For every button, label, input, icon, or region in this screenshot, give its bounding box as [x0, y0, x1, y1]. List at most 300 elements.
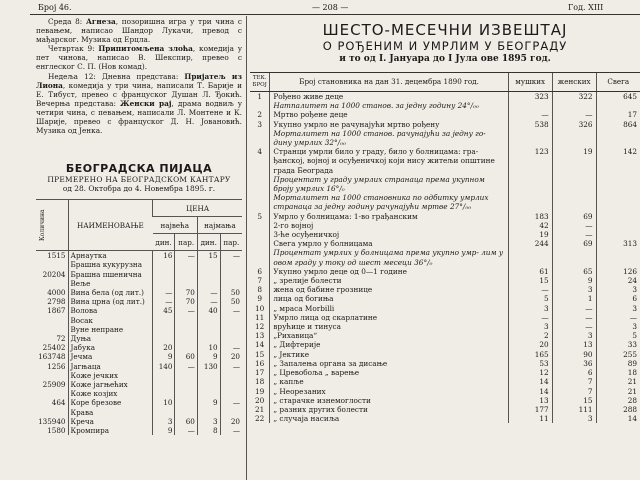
min-par: 50: [220, 297, 242, 306]
market-item-name: Коже козјих: [68, 389, 153, 398]
row-description: „ зрелије болести: [270, 276, 508, 285]
female-count: —: [552, 230, 596, 239]
table-row: [36, 260, 242, 269]
table-row: [250, 294, 640, 303]
female-count: 3: [552, 414, 596, 423]
min-din: [197, 334, 220, 343]
max-par: —: [175, 362, 197, 371]
table-row: [250, 396, 640, 405]
market-item-name: Коже јагњећих: [68, 380, 153, 389]
total-count: [596, 212, 640, 221]
max-par: 60: [175, 417, 197, 426]
row-description: „ Дифтерије: [270, 340, 508, 349]
male-count: 244: [508, 239, 552, 248]
female-count: 111: [552, 405, 596, 414]
row-description: Умрло у болницама: 1-во грађанским: [270, 212, 508, 221]
total-count: 255: [596, 350, 640, 359]
min-din: [197, 389, 220, 398]
total-count: 142: [596, 147, 640, 175]
male-count: 3: [508, 322, 552, 331]
total-count: 33: [596, 340, 640, 349]
max-din: 20: [153, 343, 175, 352]
column-rule: [246, 16, 247, 480]
total-count: 21: [596, 377, 640, 386]
max-din: [153, 334, 175, 343]
table-row: [250, 230, 640, 239]
male-count: 11: [508, 414, 552, 423]
male-count: 538: [508, 120, 552, 129]
female-count: 3: [552, 285, 596, 294]
market-period: од 28. Октобра до 4. Новембра 1895. г.: [62, 184, 216, 194]
min-par: [220, 408, 242, 417]
min-din: 15: [197, 251, 220, 261]
min-din: 130: [197, 362, 220, 371]
min-par: 20: [220, 417, 242, 426]
table-row: [36, 408, 242, 417]
female-count: [552, 129, 596, 147]
female-count: —: [552, 304, 596, 313]
male-count: 183: [508, 212, 552, 221]
row-number: 13: [255, 331, 265, 341]
table-row: [36, 270, 242, 279]
row-description: „ Цревобоља „ варење: [270, 368, 508, 377]
max-par: [175, 325, 197, 334]
male-count: 165: [508, 350, 552, 359]
row-description: врућице и тинуса: [270, 322, 508, 331]
table-row: [250, 322, 640, 331]
min-din: [197, 380, 220, 389]
row-number: [250, 221, 270, 230]
market-item-name: Волова: [68, 306, 153, 315]
row-number: [250, 230, 270, 239]
male-count: [508, 175, 552, 193]
max-din: 16: [153, 251, 175, 261]
max-par: [175, 260, 197, 269]
row-number: [250, 175, 270, 193]
market-subtitle: ПРЕМЕРЕНО НА БЕОГРАДСКОМ КАНТАРУ: [47, 175, 231, 185]
min-par: [220, 389, 242, 398]
market-qty: 2798: [47, 297, 66, 307]
report-table: [250, 72, 640, 423]
row-number: 22: [255, 414, 265, 424]
row-description: „ разних других болести: [270, 405, 508, 414]
table-row: [250, 304, 640, 313]
female-count: 9: [552, 276, 596, 285]
market-qty: 72: [56, 334, 66, 344]
female-count: —: [552, 221, 596, 230]
market-table: [36, 199, 242, 435]
total-count: 313: [596, 239, 640, 248]
male-count: —: [508, 313, 552, 322]
min-din: 3: [197, 417, 220, 426]
max-din: 9: [153, 426, 175, 435]
table-row: [36, 325, 242, 334]
table-row: [250, 221, 640, 230]
male-count: —: [508, 110, 552, 119]
min-par: [220, 270, 242, 279]
total-count: 14: [596, 414, 640, 423]
max-din: [153, 371, 175, 380]
total-count: 3: [596, 285, 640, 294]
table-row: [36, 343, 242, 352]
total-count: [596, 129, 640, 147]
entry-text: , комедија у пет чинова, написао В. Шекспир, превео с енглеског С. П. (Нов комад).: [36, 44, 242, 72]
market-qty: 1515: [47, 251, 66, 261]
entry-text: , комедија у три чина, написали Т. Барије и Е. Тибуст, превео с француског Душан Л. Ђокић. Вечерња представа:: [36, 80, 242, 108]
female-count: 3: [552, 331, 596, 340]
market-qty: 163748: [38, 352, 66, 362]
male-count: —: [508, 285, 552, 294]
female-count: 13: [552, 340, 596, 349]
row-description: 3-ће осуђеничкој: [270, 230, 508, 239]
min-din: [197, 408, 220, 417]
report-period: и то од I. Јануара до I Јула ове 1895 год.: [339, 54, 551, 64]
row-number: 7: [257, 276, 262, 286]
table-row: [250, 368, 640, 377]
max-par: [175, 389, 197, 398]
min-header: најмања: [197, 217, 242, 234]
table-row: [250, 129, 640, 147]
male-count: 19: [508, 230, 552, 239]
min-din: 40: [197, 306, 220, 315]
row-number: [250, 129, 270, 147]
table-row: [250, 101, 640, 110]
entry-title: Женски рај: [120, 98, 172, 108]
entry-day: Недеља 12: Дневна представа:: [48, 71, 185, 81]
female-count: 69: [552, 212, 596, 221]
row-number: 9: [257, 294, 262, 304]
max-par: —: [175, 426, 197, 435]
market-qty: 464: [51, 398, 66, 408]
market-item-name: Брашна кукурузна: [68, 260, 153, 269]
market-title: БЕОГРАДСКА ПИЈАЦА: [65, 162, 213, 176]
min-par: —: [220, 426, 242, 435]
market-item-name: Дуња: [68, 334, 153, 343]
entry-text: , позоришна игра у три чина с певањем, написао Шандор Лукачи, превод с мађарског. Музика од Ерцла.: [36, 17, 243, 45]
row-description: Процентат умрлих у болницама према укупно умр- лим у овом граду у току од шест месеци 36°/₀: [270, 248, 508, 266]
male-count: 323: [508, 92, 552, 101]
total-count: [596, 221, 640, 230]
table-row: [36, 398, 242, 407]
row-description: „ Јектике: [270, 350, 508, 359]
table-row: [250, 331, 640, 340]
table-row: [36, 251, 242, 261]
total-count: [596, 101, 640, 110]
total-count: [596, 175, 640, 193]
row-number: 15: [255, 349, 265, 359]
report-subtitle: О РОЂЕНИМ И УМРЛИМ У БЕОГРАДУ: [322, 39, 568, 53]
min-din: [197, 279, 220, 288]
max-din: 45: [153, 306, 175, 315]
total-count: —: [596, 313, 640, 322]
min-par: —: [220, 398, 242, 407]
table-row: [250, 267, 640, 276]
min-par: [220, 334, 242, 343]
row-number: [250, 101, 270, 110]
min-par: [220, 371, 242, 380]
row-description: жена од бабине грознице: [270, 285, 508, 294]
female-count: 69: [552, 239, 596, 248]
row-number: 8: [257, 285, 262, 295]
male-count: 3: [508, 304, 552, 313]
min-par: —: [220, 251, 242, 261]
row-description: Странци умрли било у граду, било у болницама: гра- ђанској, војној и осуђеничкој који нису житељи општине града Београда: [270, 147, 508, 175]
entry-text: , драма водвиљ у четири чина, с певањем, написали Л. Монтене и К. Шарије, превео с француског Д. Н. Јовановић. Музика од Јенка.: [36, 98, 242, 136]
table-row: [36, 297, 242, 306]
right-column: [250, 16, 640, 423]
row-description: „ старачке изнемоглости: [270, 396, 508, 405]
table-row: [250, 414, 640, 423]
table-row: [250, 377, 640, 386]
theatre-entry: [36, 72, 242, 136]
table-row: [250, 285, 640, 294]
max-din: —: [153, 288, 175, 297]
row-description: Укупно умрло деце од 0—1 године: [270, 267, 508, 276]
table-row: [250, 340, 640, 349]
total-count: 28: [596, 396, 640, 405]
market-item-name: Вина бела (од лит.): [68, 288, 153, 297]
male-count: 12: [508, 368, 552, 377]
row-number: 5: [257, 211, 262, 221]
market-item-name: Вина црна (од лит.): [68, 297, 153, 306]
market-qty: 25402: [42, 343, 66, 353]
female-count: —: [552, 322, 596, 331]
table-row: [36, 362, 242, 371]
min-par: [220, 316, 242, 325]
market-qty: [36, 260, 68, 269]
table-row: [36, 288, 242, 297]
max-par: 60: [175, 352, 197, 361]
max-par: [175, 380, 197, 389]
male-count: [508, 101, 552, 110]
row-description: Мртво рођене деце: [270, 110, 508, 119]
total-count: 3: [596, 322, 640, 331]
table-row: [250, 239, 640, 248]
market-item-name: Веље: [68, 279, 153, 288]
market-item-name: Вуне непране: [68, 325, 153, 334]
page-header: [0, 0, 640, 14]
female-count: —: [552, 313, 596, 322]
row-number: 20: [255, 395, 265, 405]
row-number: 18: [255, 377, 265, 387]
male-header: мушких: [508, 73, 552, 92]
table-row: [36, 352, 242, 361]
min-din: [197, 316, 220, 325]
table-row: [36, 334, 242, 343]
row-number: 3: [257, 119, 262, 129]
row-description: лица од богиња: [270, 294, 508, 303]
male-count: 61: [508, 267, 552, 276]
max-din: [153, 380, 175, 389]
row-description: Натпалитет на 1000 станов. за једну годину 24°/₀₀: [270, 101, 508, 110]
report-title: ШЕСТО-МЕСЕЧНИ ИЗВЕШТАЈ: [322, 21, 568, 39]
row-description: „ случаја насиља: [270, 414, 508, 423]
male-count: [508, 248, 552, 266]
market-qty: 135940: [38, 416, 66, 426]
theatre-entry: [36, 44, 242, 71]
max-par: [175, 316, 197, 325]
table-row: [250, 387, 640, 396]
table-row: [250, 110, 640, 119]
male-count: 14: [508, 387, 552, 396]
market-item-name: Восак: [68, 316, 153, 325]
header-rule: [30, 14, 640, 15]
table-row: [250, 276, 640, 285]
total-count: 21: [596, 387, 640, 396]
max-par: —: [175, 306, 197, 315]
male-count: 20: [508, 340, 552, 349]
table-row: [250, 175, 640, 193]
market-item-name: Јабука: [68, 343, 153, 352]
row-description: „ Неорезаних: [270, 387, 508, 396]
table-row: [250, 313, 640, 322]
max-din: [153, 408, 175, 417]
row-description: „ капље: [270, 377, 508, 386]
left-column: [36, 17, 242, 435]
table-row: [250, 350, 640, 359]
row-number: 2: [257, 110, 262, 120]
min-din: [197, 270, 220, 279]
market-qty: 25909: [42, 380, 66, 390]
min-par: [220, 325, 242, 334]
male-count: 13: [508, 396, 552, 405]
table-row: [36, 417, 242, 426]
market-qty: [36, 316, 68, 325]
female-count: [552, 248, 596, 266]
male-count: 5: [508, 294, 552, 303]
row-number: 11: [255, 312, 265, 322]
row-number: 4: [257, 147, 262, 157]
total-count: [596, 248, 640, 266]
max-din: [153, 389, 175, 398]
min-din: 8: [197, 426, 220, 435]
row-description: „ мраса Morbilli: [270, 304, 508, 313]
min-par: —: [220, 362, 242, 371]
female-count: 7: [552, 387, 596, 396]
market-item-name: Коре брезове: [68, 398, 153, 407]
market-qty: 1256: [47, 361, 66, 371]
row-number: 17: [255, 368, 265, 378]
table-row: [250, 248, 640, 266]
max-din: [153, 325, 175, 334]
table-row: [36, 306, 242, 315]
row-number: 19: [255, 386, 265, 396]
max-par: [175, 398, 197, 407]
row-number: [250, 193, 270, 211]
row-description: 2-го војној: [270, 221, 508, 230]
row-description: Морталитет на 1000 становника по одбитку умрлих странаца за једну годину рачунајући мртве 27°/₀₀: [270, 193, 508, 211]
market-item-name: Кромпира: [68, 426, 153, 435]
table-row: [36, 371, 242, 380]
max-din: —: [153, 297, 175, 306]
total-count: 6: [596, 294, 640, 303]
female-count: 36: [552, 359, 596, 368]
issue-number: Број 46.: [38, 3, 72, 12]
entry-day: Среда 8:: [48, 17, 86, 26]
female-count: 326: [552, 120, 596, 129]
male-count: 15: [508, 276, 552, 285]
market-item-name: Јагњаца: [68, 362, 153, 371]
table-row: [250, 193, 640, 211]
total-count: [596, 193, 640, 211]
max-par: [175, 279, 197, 288]
max-header: највећа: [153, 217, 198, 234]
max-par: 70: [175, 288, 197, 297]
max-par: [175, 343, 197, 352]
din-header: дин.: [197, 234, 220, 251]
page-number: — 208 —: [312, 3, 349, 12]
total-count: 24: [596, 276, 640, 285]
min-din: [197, 371, 220, 380]
max-din: [153, 270, 175, 279]
market-item-name: Арнаутка: [68, 251, 153, 261]
max-par: 70: [175, 297, 197, 306]
min-din: [197, 260, 220, 269]
price-header: ЦЕНА: [153, 200, 242, 217]
min-din: [197, 325, 220, 334]
row-description: Рођено живе деце: [270, 92, 508, 101]
name-header: НАИМЕНОВАЊЕ: [68, 200, 153, 251]
row-description: Укупно умрло не рачунајући мртво рођену: [270, 120, 508, 129]
female-header: женских: [552, 73, 596, 92]
table-row: [250, 359, 640, 368]
min-par: 50: [220, 288, 242, 297]
max-din: 3: [153, 417, 175, 426]
entry-day: Четвртак 9:: [48, 44, 99, 54]
total-count: 3: [596, 304, 640, 313]
row-description: Умрло лица од скарлатине: [270, 313, 508, 322]
male-count: 2: [508, 331, 552, 340]
total-count: 18: [596, 368, 640, 377]
max-par: [175, 371, 197, 380]
row-description: Морталитет на 1000 станов. рачунајући за једну го- дину умрлих 32°/₀₀: [270, 129, 508, 147]
female-count: [552, 101, 596, 110]
row-number: [250, 239, 270, 248]
min-din: 9: [197, 398, 220, 407]
row-number: 6: [257, 266, 262, 276]
max-din: 10: [153, 398, 175, 407]
theatre-entry: [36, 17, 242, 44]
market-item-name: Коже јечких: [68, 371, 153, 380]
min-par: [220, 260, 242, 269]
entry-title: Пријатељ из Лиона: [36, 71, 242, 90]
table-row: [250, 405, 640, 414]
table-row: [250, 212, 640, 221]
max-par: [175, 270, 197, 279]
max-par: [175, 334, 197, 343]
male-count: [508, 193, 552, 211]
market-qty: [36, 371, 68, 380]
row-description: „Рихавица“: [270, 331, 508, 340]
table-row: [36, 380, 242, 389]
row-number: 16: [255, 358, 265, 368]
male-count: 53: [508, 359, 552, 368]
total-count: 645: [596, 92, 640, 101]
male-count: [508, 129, 552, 147]
total-count: 5: [596, 331, 640, 340]
max-din: [153, 316, 175, 325]
total-count: [596, 230, 640, 239]
number-header: ТЕК. БРОЈ: [250, 73, 270, 92]
female-count: 322: [552, 92, 596, 101]
female-count: [552, 193, 596, 211]
total-count: 126: [596, 267, 640, 276]
female-count: 7: [552, 377, 596, 386]
table-row: [250, 92, 640, 101]
female-count: 1: [552, 294, 596, 303]
market-qty: [36, 279, 68, 288]
max-din: [153, 279, 175, 288]
